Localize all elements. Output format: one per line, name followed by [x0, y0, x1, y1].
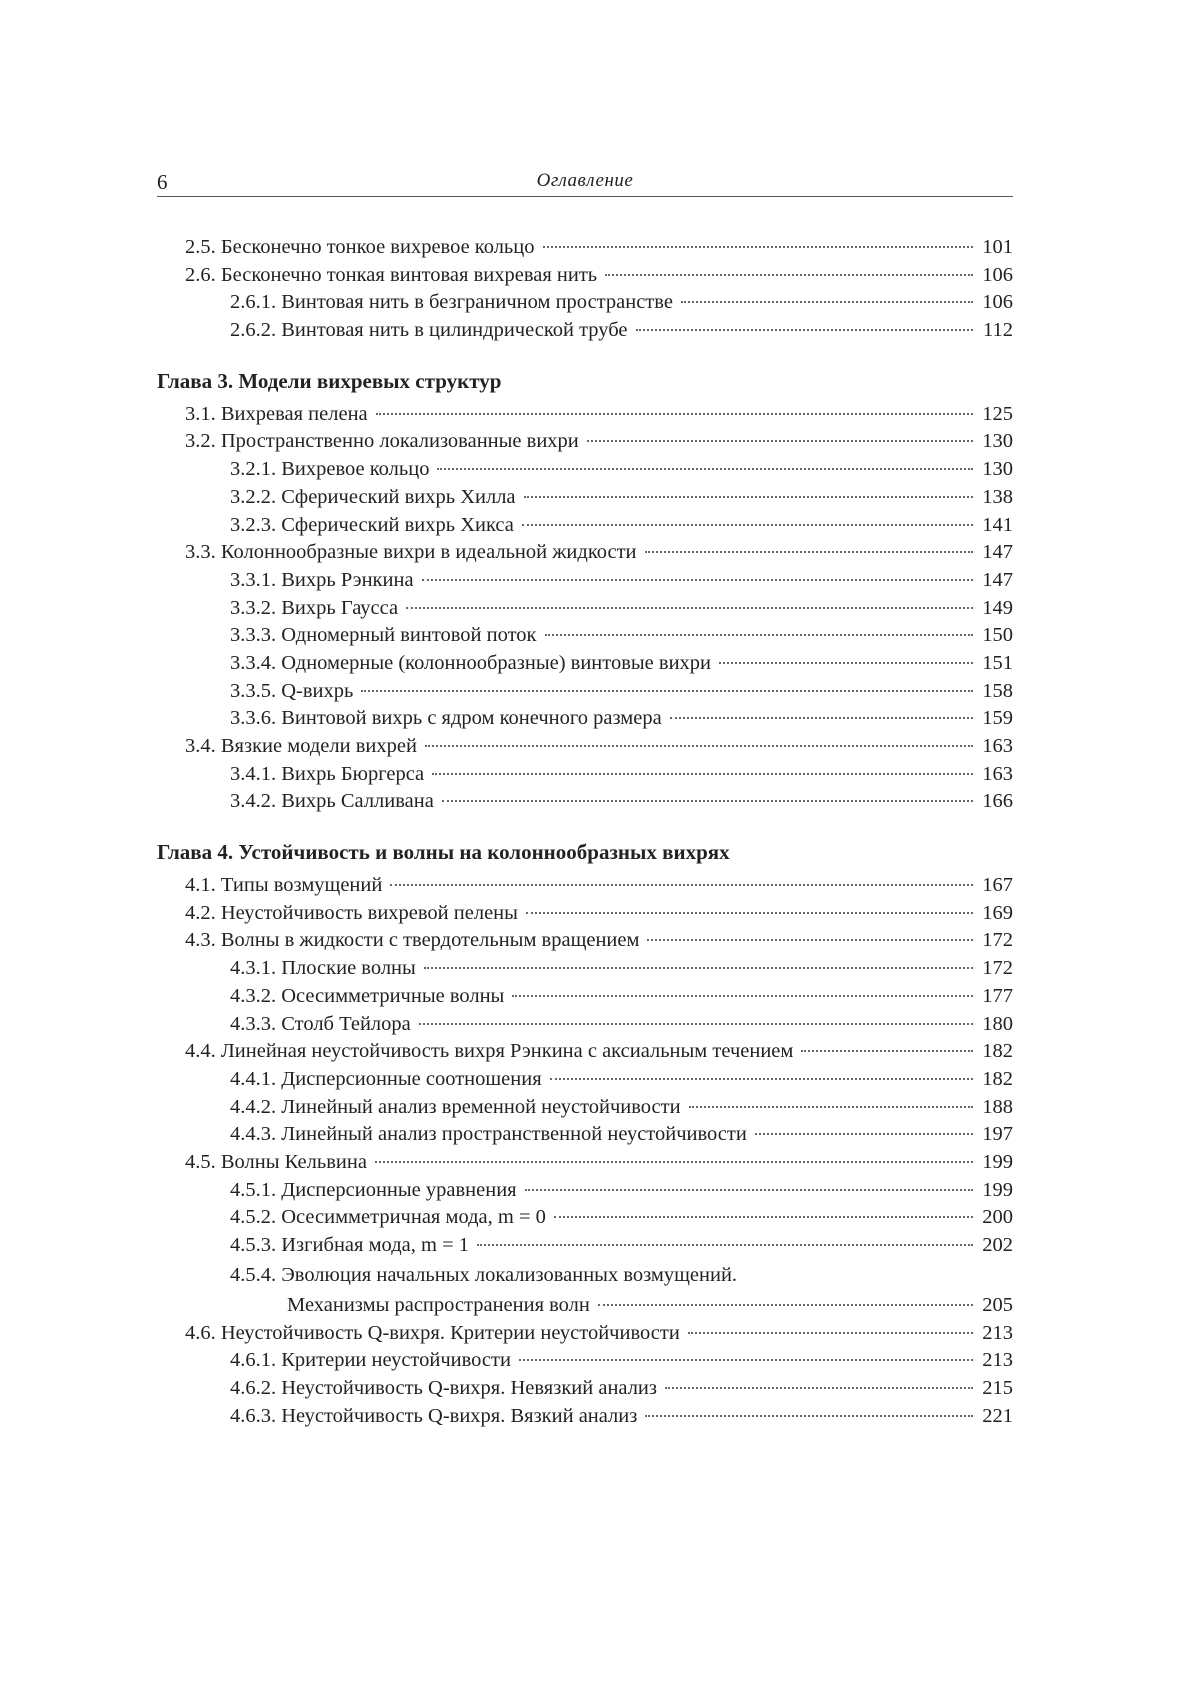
dot-leader: [477, 1244, 973, 1246]
toc-subsection-entry[interactable]: [157, 1375, 1013, 1403]
section-number: 3.3.2.: [230, 595, 281, 623]
dot-leader: [689, 1106, 973, 1108]
dot-leader: [442, 800, 973, 802]
section-number: 4.5.4.: [230, 1260, 281, 1290]
page-reference: 125: [979, 401, 1013, 429]
section-number: 4.6.3.: [230, 1403, 281, 1431]
toc-section-entry[interactable]: [157, 1320, 1013, 1348]
page-reference: 199: [979, 1177, 1013, 1205]
dot-leader: [550, 1078, 973, 1080]
section-number: 4.5.1.: [230, 1177, 281, 1205]
toc-subsection-entry[interactable]: [157, 622, 1013, 650]
section-title: Механизмы распространения волн: [287, 1290, 590, 1320]
toc-section-entry[interactable]: [157, 1149, 1013, 1177]
section-number: 2.6.2.: [230, 317, 281, 345]
dot-leader: [361, 690, 973, 692]
toc-subsection-entry[interactable]: [157, 705, 1013, 733]
page-reference: 172: [979, 927, 1013, 955]
toc-subsection-entry[interactable]: [157, 1290, 1013, 1320]
section-number: 4.4.2.: [230, 1094, 281, 1122]
toc-subsection-entry[interactable]: [157, 512, 1013, 540]
section-title: Осесимметричная мода, m = 0: [281, 1204, 546, 1232]
section-title: Неустойчивость Q-вихря. Вязкий анализ: [281, 1403, 637, 1431]
section-title: Винтовая нить в цилиндрической трубе: [281, 317, 627, 345]
dot-leader: [670, 717, 973, 719]
dot-leader: [665, 1387, 973, 1389]
dot-leader: [543, 246, 973, 248]
toc-section-entry[interactable]: [157, 539, 1013, 567]
dot-leader: [375, 1161, 973, 1163]
toc-subsection-entry[interactable]: [157, 484, 1013, 512]
page-reference: 182: [979, 1066, 1013, 1094]
toc-subsection-entry[interactable]: [157, 1204, 1013, 1232]
section-title: Вихрь Рэнкина: [281, 567, 413, 595]
toc-subsection-entry[interactable]: [157, 567, 1013, 595]
dot-leader: [512, 995, 973, 997]
toc-section-entry[interactable]: [157, 401, 1013, 429]
page-reference: 215: [979, 1375, 1013, 1403]
toc-section-entry[interactable]: [157, 872, 1013, 900]
section-title: Вихрь Салливана: [281, 788, 434, 816]
page-reference: 141: [979, 512, 1013, 540]
section-title: Осесимметричные волны: [281, 983, 504, 1011]
running-title: Оглавление: [157, 170, 1013, 192]
section-title: Линейная неустойчивость вихря Рэнкина с аксиальным течением: [221, 1038, 794, 1066]
dot-leader: [390, 884, 973, 886]
section-number: 4.5.2.: [230, 1204, 281, 1232]
toc-subsection-entry[interactable]: [157, 678, 1013, 706]
page-header: [157, 170, 1013, 197]
page-reference: 177: [979, 983, 1013, 1011]
section-number: 3.3.1.: [230, 567, 281, 595]
section-title: Вязкие модели вихрей: [221, 733, 417, 761]
toc-subsection-entry[interactable]: [157, 1177, 1013, 1205]
dot-leader: [605, 274, 973, 276]
section-number: 3.1.: [185, 401, 221, 429]
toc-section-entry[interactable]: [157, 733, 1013, 761]
section-title: Винтовая нить в безграничном пространстве: [281, 289, 673, 317]
section-number: 3.4.1.: [230, 761, 281, 789]
page-reference: 163: [979, 761, 1013, 789]
dot-leader: [424, 967, 973, 969]
toc-subsection-entry[interactable]: [157, 983, 1013, 1011]
section-number: 3.3.4.: [230, 650, 281, 678]
section-title: Вихревая пелена: [221, 401, 368, 429]
table-of-contents: [157, 234, 1013, 1430]
page-reference: 158: [979, 678, 1013, 706]
section-number: 4.3.1.: [230, 955, 281, 983]
section-number: 4.3.: [185, 927, 221, 955]
section-title: Критерии неустойчивости: [281, 1347, 511, 1375]
section-title: Q-вихрь: [281, 678, 353, 706]
section-title: Столб Тейлора: [281, 1011, 411, 1039]
dot-leader: [554, 1216, 973, 1218]
section-title: Неустойчивость вихревой пелены: [221, 900, 518, 928]
page-reference: 205: [979, 1290, 1013, 1320]
dot-leader: [755, 1133, 973, 1135]
dot-leader: [526, 912, 973, 914]
chapter-heading: Глава 3. Модели вихревых структур: [157, 363, 1013, 399]
toc-section-entry[interactable]: [157, 900, 1013, 928]
toc-subsection-entry[interactable]: [157, 317, 1013, 345]
page-reference: 197: [979, 1121, 1013, 1149]
dot-leader: [422, 579, 973, 581]
section-title: Линейный анализ пространственной неустойчивости: [281, 1121, 747, 1149]
toc-subsection-entry[interactable]: [157, 289, 1013, 317]
dot-leader: [647, 939, 973, 941]
toc-subsection-entry[interactable]: [157, 1094, 1013, 1122]
section-title: Одномерный винтовой поток: [281, 622, 536, 650]
section-title: Типы возмущений: [221, 872, 382, 900]
section-number: 4.1.: [185, 872, 221, 900]
section-title: Эволюция начальных локализованных возмущений.: [281, 1260, 737, 1290]
page-reference: 150: [979, 622, 1013, 650]
page-reference: 130: [979, 456, 1013, 484]
section-title: Дисперсионные соотношения: [281, 1066, 541, 1094]
section-number: 4.3.2.: [230, 983, 281, 1011]
toc-subsection-entry[interactable]: [157, 761, 1013, 789]
section-title: Сферический вихрь Хикса: [281, 512, 514, 540]
dot-leader: [437, 468, 973, 470]
section-title: Волны Кельвина: [221, 1149, 367, 1177]
section-number: 3.4.2.: [230, 788, 281, 816]
section-number: 4.3.3.: [230, 1011, 281, 1039]
page-reference: 101: [979, 234, 1013, 262]
dot-leader: [432, 773, 973, 775]
toc-subsection-entry[interactable]: [157, 788, 1013, 816]
section-title: Сферический вихрь Хилла: [281, 484, 515, 512]
section-number: 4.6.1.: [230, 1347, 281, 1375]
toc-section-entry[interactable]: [157, 262, 1013, 290]
section-number: 4.6.: [185, 1320, 221, 1348]
page-reference: 149: [979, 595, 1013, 623]
page-reference: 159: [979, 705, 1013, 733]
section-title: Одномерные (колоннообразные) винтовые вихри: [281, 650, 711, 678]
toc-subsection-entry[interactable]: [157, 1121, 1013, 1149]
page-reference: 167: [979, 872, 1013, 900]
dot-leader: [645, 551, 973, 553]
dot-leader: [681, 301, 973, 303]
toc-subsection-entry[interactable]: [157, 1403, 1013, 1431]
section-title: Плоские волны: [281, 955, 416, 983]
page-reference: 106: [979, 289, 1013, 317]
section-title: Линейный анализ временной неустойчивости: [281, 1094, 680, 1122]
chapter-heading: Глава 4. Устойчивость и волны на колоннообразных вихрях: [157, 834, 1013, 870]
page-reference: 172: [979, 955, 1013, 983]
section-title: Вихрь Бюргерса: [281, 761, 424, 789]
dot-leader: [719, 662, 973, 664]
section-number: 4.4.3.: [230, 1121, 281, 1149]
dot-leader: [598, 1304, 973, 1306]
page-reference: 200: [979, 1204, 1013, 1232]
section-number: 3.3.6.: [230, 705, 281, 733]
page-reference: 188: [979, 1094, 1013, 1122]
toc-subsection-entry[interactable]: [157, 650, 1013, 678]
section-number: 3.2.2.: [230, 484, 281, 512]
toc-subsection-entry[interactable]: [157, 955, 1013, 983]
dot-leader: [688, 1332, 973, 1334]
section-number: 3.3.5.: [230, 678, 281, 706]
toc-section-entry[interactable]: [157, 1038, 1013, 1066]
section-title: Изгибная мода, m = 1: [281, 1232, 469, 1260]
section-number: 3.4.: [185, 733, 221, 761]
section-number: 3.2.: [185, 428, 221, 456]
dot-leader: [587, 440, 973, 442]
toc-subsection-entry[interactable]: [157, 595, 1013, 623]
dot-leader: [406, 607, 973, 609]
section-title: Вихрь Гаусса: [281, 595, 398, 623]
dot-leader: [522, 524, 973, 526]
book-page: [0, 0, 1200, 1697]
page-reference: 169: [979, 900, 1013, 928]
page-reference: 213: [979, 1347, 1013, 1375]
toc-subsection-entry[interactable]: [157, 1011, 1013, 1039]
section-number: 3.3.3.: [230, 622, 281, 650]
page-reference: 180: [979, 1011, 1013, 1039]
toc-section-entry[interactable]: [157, 234, 1013, 262]
toc-subsection-entry[interactable]: [157, 1232, 1013, 1260]
dot-leader: [801, 1050, 973, 1052]
toc-section-entry[interactable]: [157, 927, 1013, 955]
section-title: Винтовой вихрь с ядром конечного размера: [281, 705, 661, 733]
page-reference: 166: [979, 788, 1013, 816]
dot-leader: [519, 1359, 973, 1361]
page-reference: 138: [979, 484, 1013, 512]
section-number: 2.6.: [185, 262, 221, 290]
page-reference: 147: [979, 539, 1013, 567]
toc-subsection-entry[interactable]: [157, 1347, 1013, 1375]
page-reference: 130: [979, 428, 1013, 456]
section-number: 2.6.1.: [230, 289, 281, 317]
page-reference: 202: [979, 1232, 1013, 1260]
page-reference: 182: [979, 1038, 1013, 1066]
toc-subsection-entry[interactable]: [157, 1066, 1013, 1094]
section-number: 4.5.: [185, 1149, 221, 1177]
page-number: 6: [157, 170, 168, 195]
dot-leader: [525, 1189, 973, 1191]
section-title: Бесконечно тонкое вихревое кольцо: [221, 234, 535, 262]
section-number: 4.6.2.: [230, 1375, 281, 1403]
section-title: Волны в жидкости с твердотельным вращением: [221, 927, 640, 955]
section-title: Пространственно локализованные вихри: [221, 428, 579, 456]
toc-section-entry[interactable]: [157, 428, 1013, 456]
section-number: 2.5.: [185, 234, 221, 262]
page-reference: 213: [979, 1320, 1013, 1348]
dot-leader: [376, 413, 973, 415]
dot-leader: [425, 745, 973, 747]
section-number: 4.2.: [185, 900, 221, 928]
section-title: Дисперсионные уравнения: [281, 1177, 516, 1205]
toc-subsection-entry[interactable]: [157, 456, 1013, 484]
section-title: Колоннообразные вихри в идеальной жидкости: [221, 539, 637, 567]
section-number: 3.2.3.: [230, 512, 281, 540]
page-reference: 112: [979, 317, 1013, 345]
dot-leader: [545, 634, 974, 636]
section-number: 3.2.1.: [230, 456, 281, 484]
dot-leader: [524, 496, 973, 498]
dot-leader: [645, 1415, 973, 1417]
page-reference: 221: [979, 1403, 1013, 1431]
section-number: 4.5.3.: [230, 1232, 281, 1260]
page-reference: 151: [979, 650, 1013, 678]
page-reference: 147: [979, 567, 1013, 595]
section-title: Неустойчивость Q-вихря. Невязкий анализ: [281, 1375, 657, 1403]
page-reference: 163: [979, 733, 1013, 761]
section-title: Вихревое кольцо: [281, 456, 429, 484]
toc-subsection-entry[interactable]: [157, 1260, 1013, 1290]
page-reference: 199: [979, 1149, 1013, 1177]
section-number: 3.3.: [185, 539, 221, 567]
dot-leader: [419, 1023, 973, 1025]
section-title: Неустойчивость Q-вихря. Критерии неустойчивости: [221, 1320, 680, 1348]
dot-leader: [636, 329, 973, 331]
page-reference: 106: [979, 262, 1013, 290]
section-number: 4.4.: [185, 1038, 221, 1066]
section-number: 4.4.1.: [230, 1066, 281, 1094]
section-title: Бесконечно тонкая винтовая вихревая нить: [221, 262, 597, 290]
